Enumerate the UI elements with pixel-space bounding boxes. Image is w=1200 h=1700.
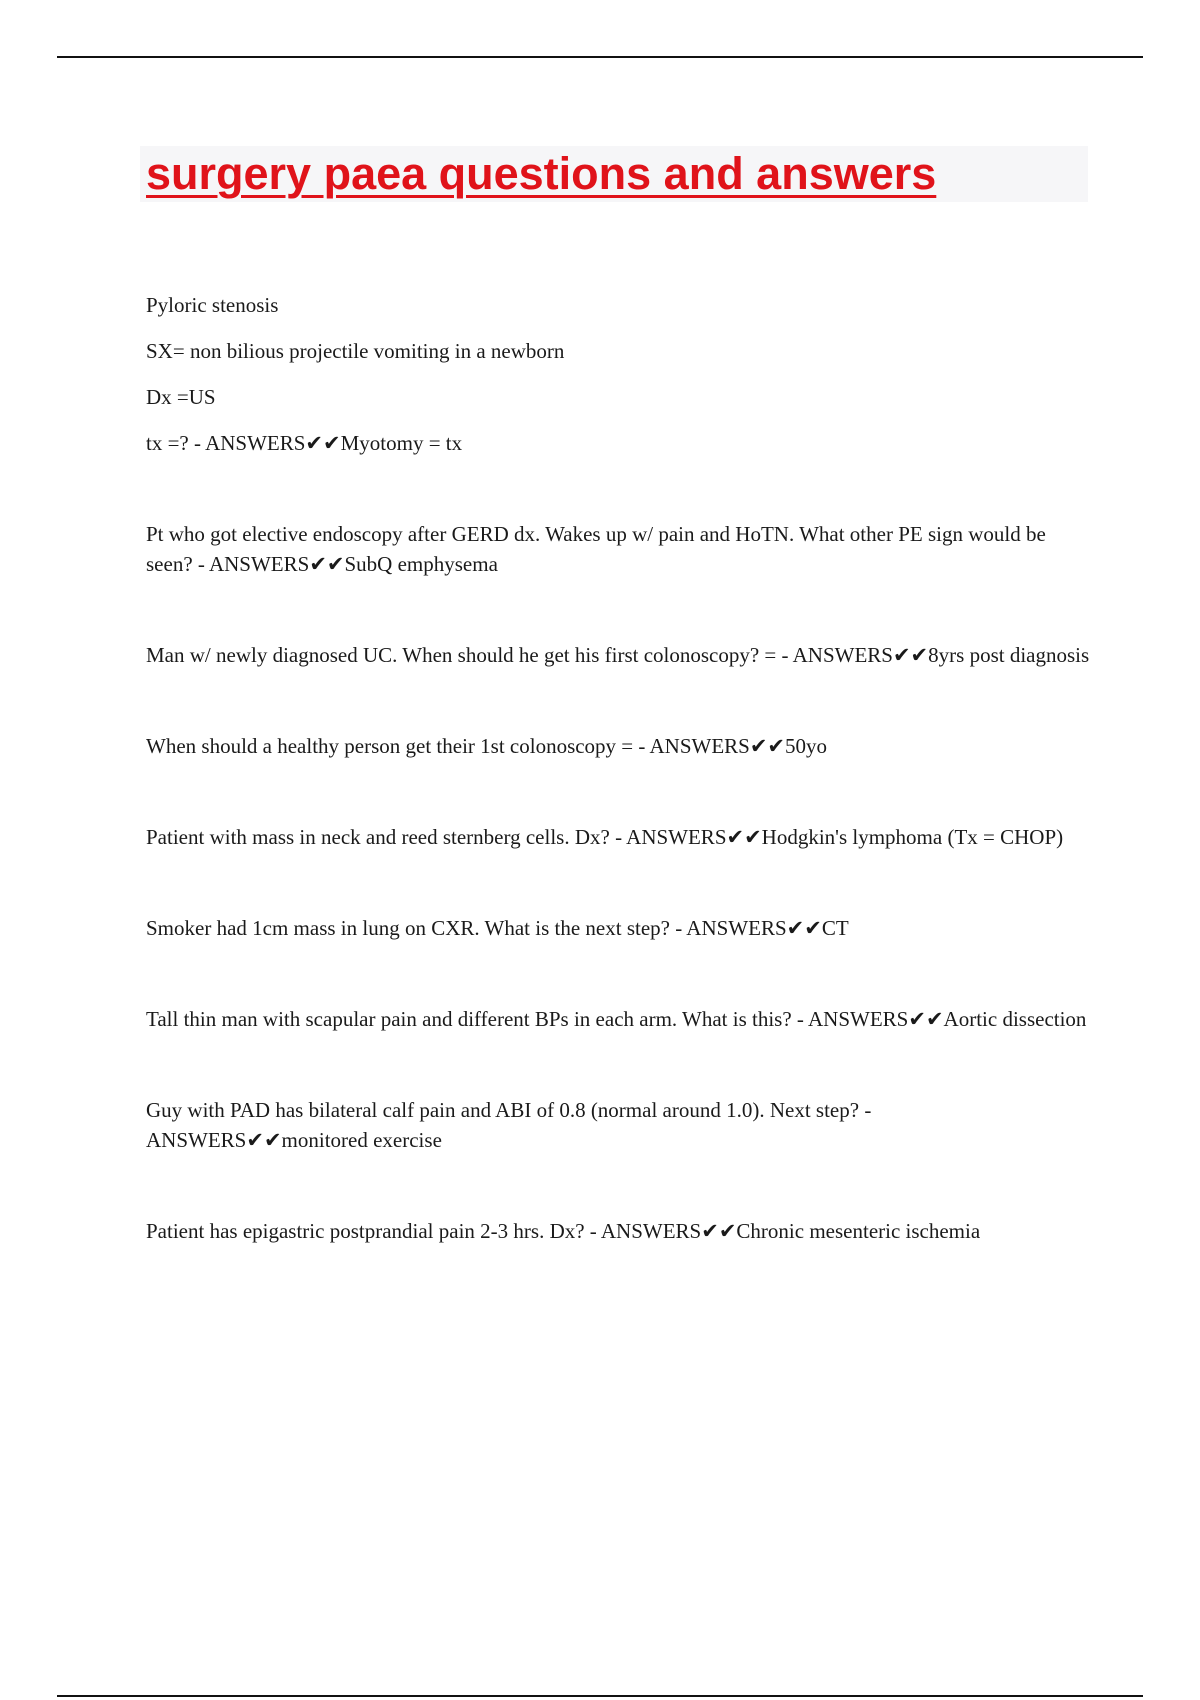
qa-item: Man w/ newly diagnosed UC. When should he get his first colonoscopy? = - ANSWERS✔✔8yrs post diagnosis [146, 643, 1090, 667]
qa-item: Pt who got elective endoscopy after GERD dx. Wakes up w/ pain and HoTN. What other PE sign would be seen? - ANSWERS✔✔SubQ emphysema [146, 522, 1046, 576]
question-line: SX= non bilious projectile vomiting in a newborn [146, 339, 565, 363]
header-rule [57, 56, 1143, 58]
qa-item: When should a healthy person get their 1st colonoscopy = - ANSWERS✔✔50yo [146, 734, 828, 758]
qa-item: Patient with mass in neck and reed sternberg cells. Dx? - ANSWERS✔✔Hodgkin's lymphoma (Tx = CHOP) [146, 825, 1064, 849]
qa-item-pyloric-stenosis [146, 290, 1091, 458]
qa-item: Smoker had 1cm mass in lung on CXR. What is the next step? - ANSWERS✔✔CT [146, 916, 849, 940]
footer-rule [57, 1695, 1143, 1697]
document-body [146, 290, 1091, 1246]
document-title: surgery paea questions and answers [146, 148, 937, 199]
qa-item: Tall thin man with scapular pain and different BPs in each arm. What is this? - ANSWERS✔✔Aortic dissection [146, 1007, 1087, 1031]
qa-item: Guy with PAD has bilateral calf pain and ABI of 0.8 (normal around 1.0). Next step? - ANSWERS✔✔monitored exercise [146, 1098, 872, 1152]
question-line: Dx =US [146, 385, 216, 409]
qa-item: Patient has epigastric postprandial pain 2-3 hrs. Dx? - ANSWERS✔✔Chronic mesenteric ischemia [146, 1219, 981, 1243]
question-line: Pyloric stenosis [146, 293, 279, 317]
question-answer-line: tx =? - ANSWERS✔✔Myotomy = tx [146, 431, 463, 455]
